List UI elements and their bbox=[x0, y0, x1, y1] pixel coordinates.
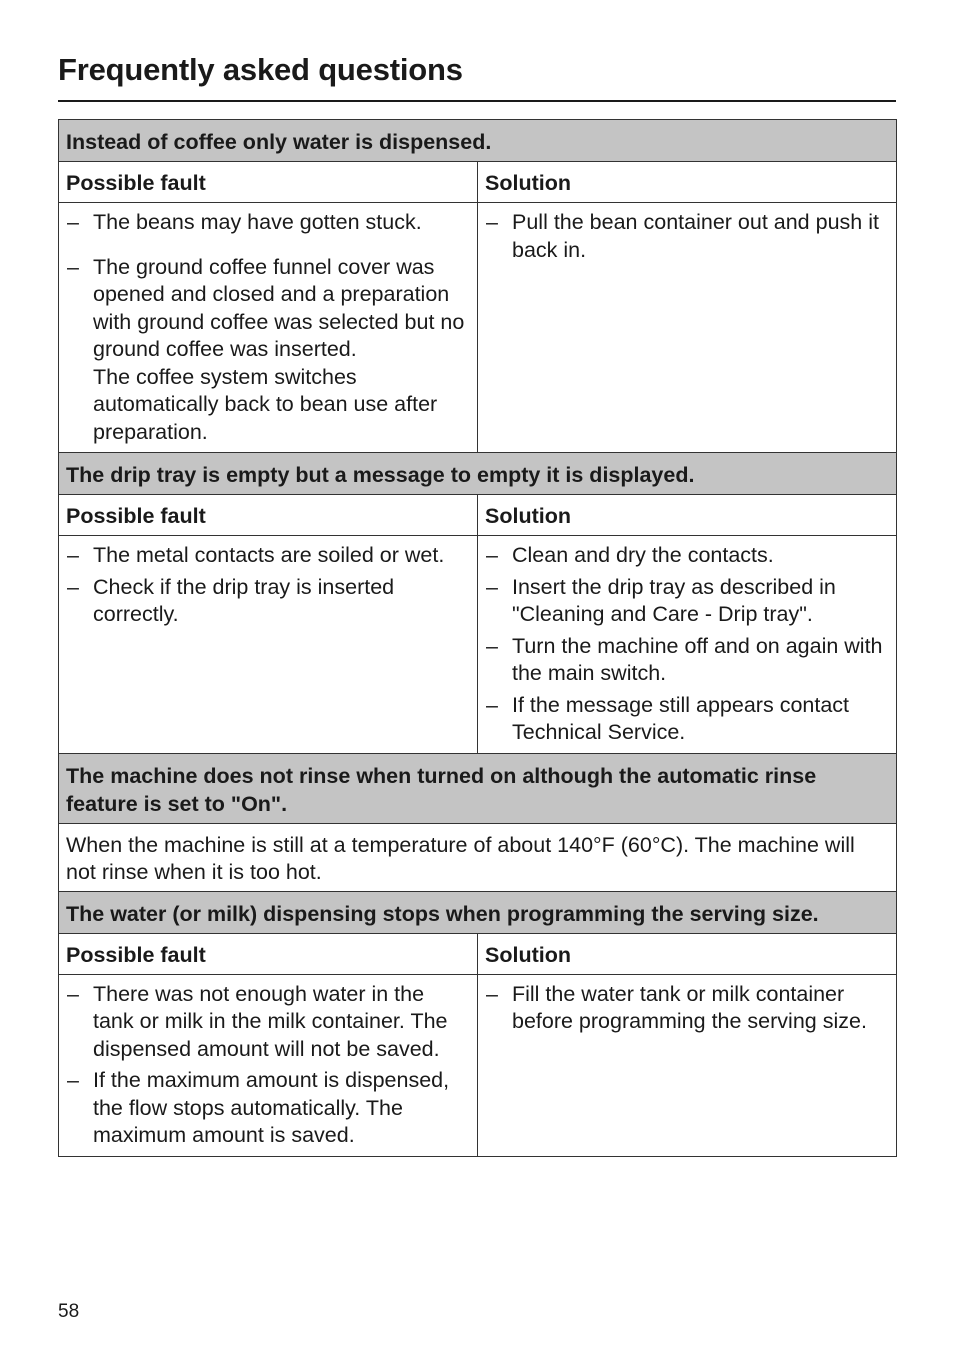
issue-row bbox=[59, 753, 897, 823]
solution-item bbox=[485, 542, 889, 570]
column-header-solution: Solution bbox=[478, 162, 897, 203]
fault-cell bbox=[59, 536, 478, 754]
dash-bullet: – bbox=[67, 543, 79, 567]
column-header-solution: Solution bbox=[478, 933, 897, 974]
column-header-row bbox=[59, 933, 897, 974]
dash-bullet: – bbox=[486, 543, 498, 567]
fault-item bbox=[66, 981, 470, 1064]
issue-row bbox=[59, 120, 897, 162]
page-title: Frequently asked questions bbox=[58, 50, 896, 102]
dash-bullet: – bbox=[486, 210, 498, 234]
dash-bullet: – bbox=[486, 633, 498, 658]
dash-bullet: – bbox=[67, 1068, 79, 1092]
dash-bullet: – bbox=[486, 692, 498, 717]
fault-item bbox=[66, 574, 470, 629]
dash-bullet: – bbox=[67, 981, 79, 1006]
solution-item bbox=[485, 981, 889, 1036]
dash-bullet: – bbox=[67, 210, 79, 234]
fault-solution-row bbox=[59, 536, 897, 754]
solution-text: Turn the machine off and on again with the main switch. bbox=[512, 633, 883, 685]
solution-text: Insert the drip tray as described in "Cleaning and Care - Drip tray". bbox=[512, 574, 836, 626]
explanation-row bbox=[59, 823, 897, 891]
solution-cell bbox=[478, 974, 897, 1156]
fault-item bbox=[66, 254, 470, 447]
solution-item bbox=[485, 574, 889, 629]
page-number: 58 bbox=[58, 1301, 80, 1322]
fault-solution-row bbox=[59, 974, 897, 1156]
fault-cell bbox=[59, 974, 478, 1156]
column-header-fault: Possible fault bbox=[59, 162, 478, 203]
column-header-row bbox=[59, 162, 897, 203]
issue-row bbox=[59, 453, 897, 495]
fault-item bbox=[66, 209, 470, 237]
dash-bullet: – bbox=[486, 574, 498, 599]
solution-item bbox=[485, 692, 889, 747]
fault-text: The beans may have gotten stuck. bbox=[93, 210, 422, 234]
dash-bullet: – bbox=[67, 254, 79, 279]
solution-cell bbox=[478, 203, 897, 453]
explanation-text: When the machine is still at a temperature of about 140°F (60°C). The machine will not rinse when it is too hot. bbox=[59, 823, 897, 891]
solution-item bbox=[485, 209, 889, 264]
fault-text: The metal contacts are soiled or wet. bbox=[93, 543, 445, 567]
issue-heading: The water (or milk) dispensing stops when programming the serving size. bbox=[59, 891, 897, 933]
issue-heading: Instead of coffee only water is dispensed. bbox=[59, 120, 897, 162]
column-header-fault: Possible fault bbox=[59, 495, 478, 536]
solution-text: Pull the bean container out and push it back in. bbox=[512, 210, 879, 262]
column-header-row bbox=[59, 495, 897, 536]
fault-solution-row bbox=[59, 203, 897, 453]
dash-bullet: – bbox=[486, 981, 498, 1006]
solution-cell bbox=[478, 536, 897, 754]
solution-item bbox=[485, 633, 889, 688]
solution-text: If the message still appears contact Technical Service. bbox=[512, 692, 850, 744]
fault-text: There was not enough water in the tank or milk in the milk container. The dispensed amount will not be saved. bbox=[93, 981, 448, 1061]
issue-heading: The machine does not rinse when turned on although the automatic rinse feature is set to "On". bbox=[59, 753, 897, 823]
fault-text: The ground coffee funnel cover was opened and closed and a preparation with ground coffee was selected but no ground coffee was inserted. The coffee system switches automatically back to bean use after preparation. bbox=[93, 254, 465, 444]
fault-item bbox=[66, 542, 470, 570]
faq-table bbox=[58, 119, 897, 1157]
fault-item bbox=[66, 1067, 470, 1150]
fault-text: If the maximum amount is dispensed, the flow stops automatically. The maximum amount is saved. bbox=[93, 1068, 450, 1147]
fault-text: Check if the drip tray is inserted correctly. bbox=[93, 574, 395, 626]
dash-bullet: – bbox=[67, 574, 79, 599]
solution-text: Fill the water tank or milk container before programming the serving size. bbox=[512, 981, 867, 1033]
column-header-fault: Possible fault bbox=[59, 933, 478, 974]
fault-cell bbox=[59, 203, 478, 453]
issue-heading: The drip tray is empty but a message to empty it is displayed. bbox=[59, 453, 897, 495]
solution-text: Clean and dry the contacts. bbox=[512, 543, 774, 567]
column-header-solution: Solution bbox=[478, 495, 897, 536]
issue-row bbox=[59, 891, 897, 933]
